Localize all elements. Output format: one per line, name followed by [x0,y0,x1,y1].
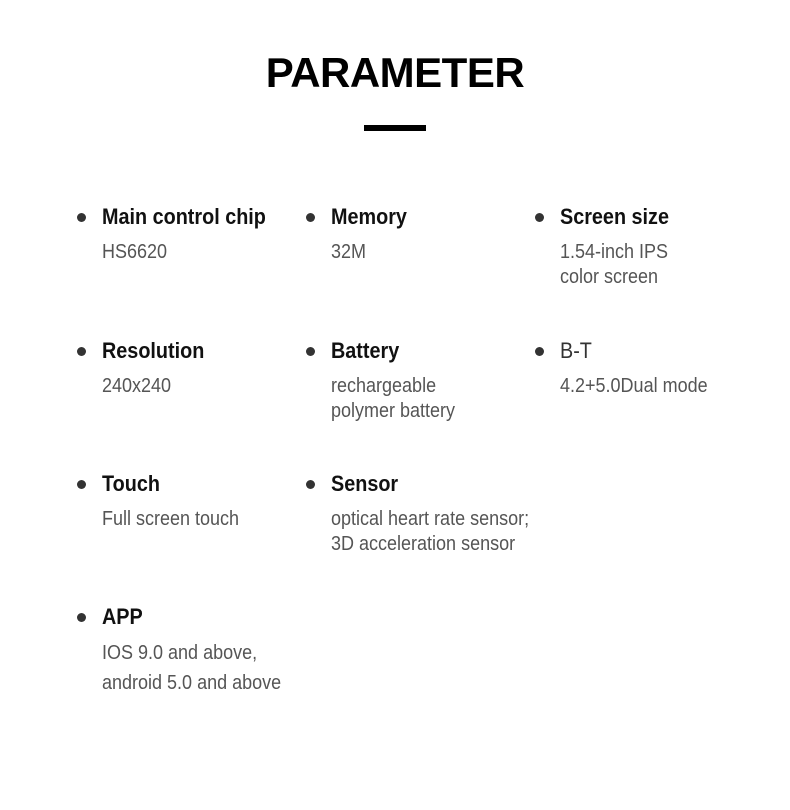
bullet-icon [306,480,315,489]
param-value: HS6620 [102,241,168,263]
param-bt [560,338,790,399]
param-label: Memory [331,204,407,229]
param-label: Resolution [102,338,205,363]
bullet-icon [77,613,86,622]
param-label: B-T [560,338,592,363]
param-value: 4.2+5.0Dual mode [560,375,708,397]
param-label: Battery [331,338,400,363]
param-value: IOS 9.0 and above, android 5.0 and above [102,642,282,694]
bullet-icon [535,213,544,222]
title-underline [364,125,426,131]
param-main-control-chip [102,204,342,265]
param-value: optical heart rate sensor; 3D acceleration sensor [331,508,530,555]
param-label: APP [102,604,143,629]
param-app [102,604,362,698]
param-resolution [102,338,342,399]
param-screen-size [560,204,790,290]
param-label: Touch [102,471,160,496]
bullet-icon [306,213,315,222]
bullet-icon [77,347,86,356]
param-value: 32M [331,241,367,263]
bullet-icon [77,213,86,222]
param-label: Screen size [560,204,669,229]
bullet-icon [306,347,315,356]
param-sensor [331,471,631,557]
param-label: Main control chip [102,204,266,229]
param-value: 1.54-inch IPS color screen [560,241,669,288]
bullet-icon [535,347,544,356]
param-value: 240x240 [102,375,172,397]
bullet-icon [77,480,86,489]
param-label: Sensor [331,471,399,496]
param-touch [102,471,342,532]
param-value: rechargeable polymer battery [331,375,456,422]
param-value: Full screen touch [102,508,240,530]
param-memory [331,204,571,265]
page-title: PARAMETER [265,49,525,96]
